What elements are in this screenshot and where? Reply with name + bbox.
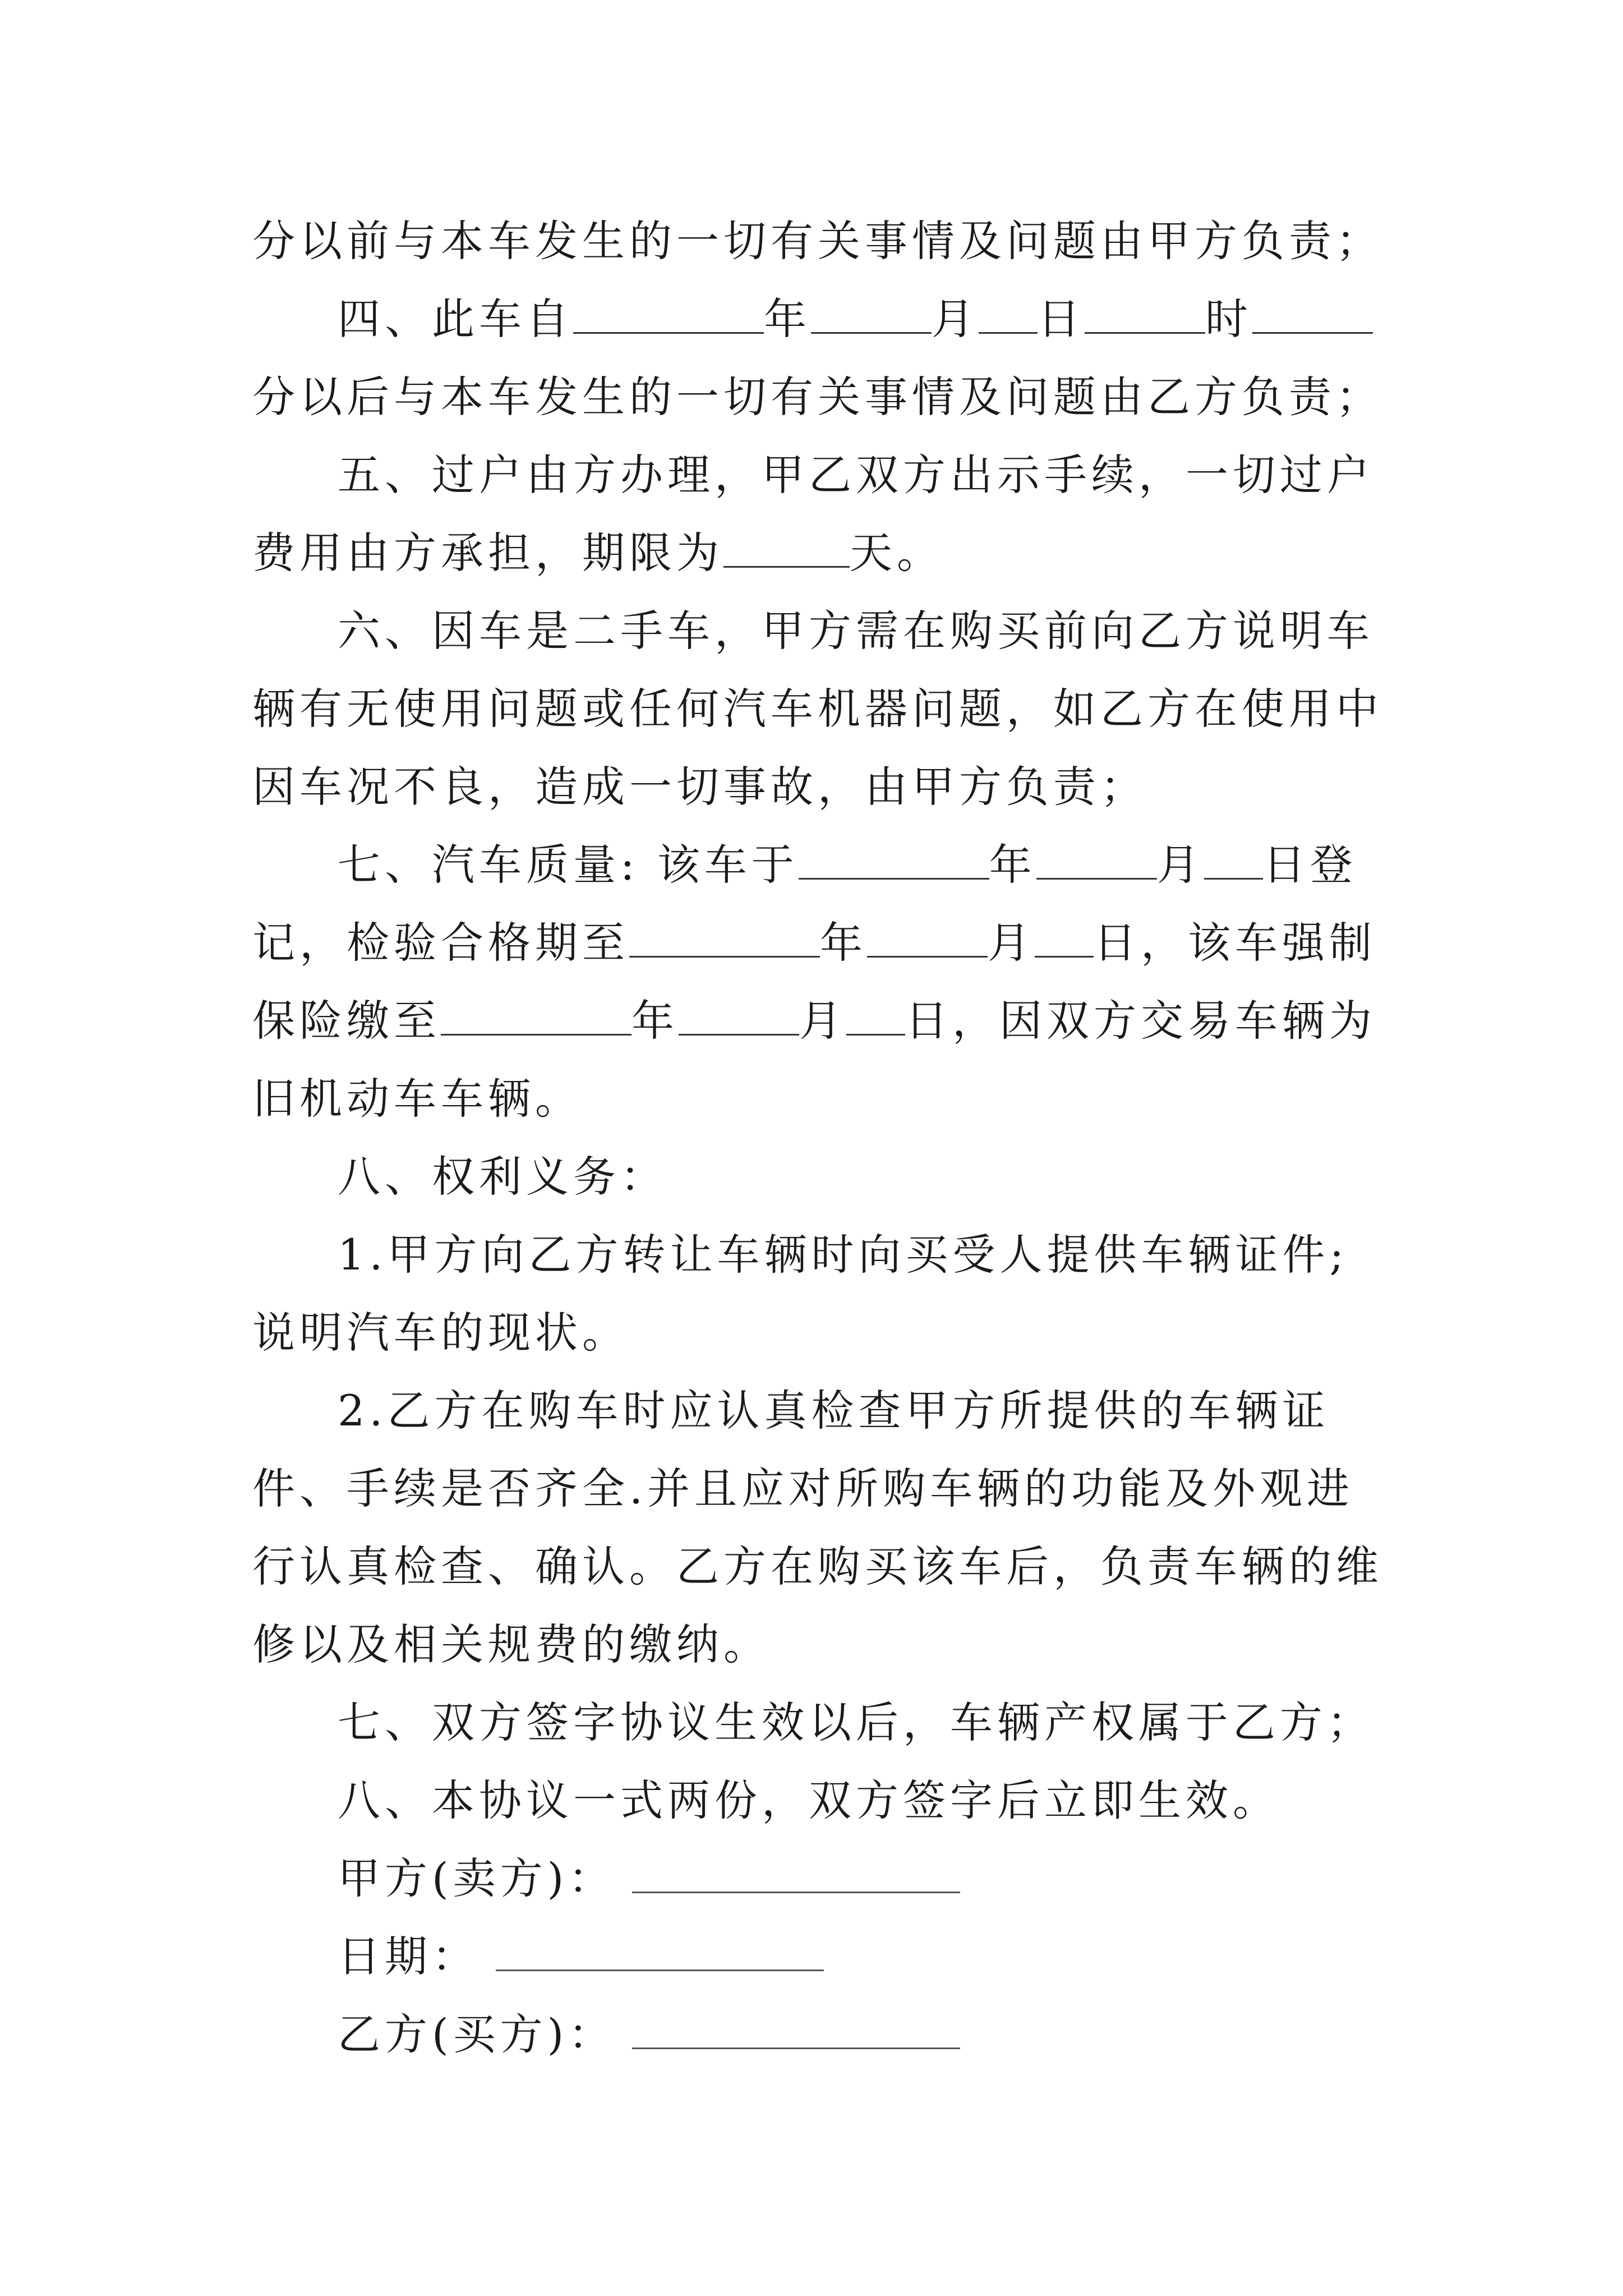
blank-inspection-day[interactable] bbox=[1035, 922, 1094, 958]
text-span: 天。 bbox=[850, 528, 944, 578]
text-span: 时 bbox=[1205, 294, 1252, 344]
text-span: 七、汽车质量: 该车于 bbox=[338, 840, 799, 890]
text-span: 月 bbox=[932, 294, 979, 344]
paragraph-7 bbox=[252, 826, 1393, 1138]
blank-register-month[interactable] bbox=[1036, 844, 1157, 880]
blank-insurance-month[interactable] bbox=[679, 1000, 799, 1036]
blank-inspection-year[interactable] bbox=[629, 922, 820, 958]
text-span: 分以后与本车发生的一切有关事情及问题由乙方负责； bbox=[252, 372, 1383, 422]
clause-8-1: 1.甲方向乙方转让车辆时向买受人提供车辆证件;说明汽车的现状。 bbox=[252, 1230, 1349, 1358]
paragraph-4 bbox=[252, 280, 1393, 436]
signature-party-a bbox=[252, 1839, 1393, 1917]
blank-insurance-day[interactable] bbox=[846, 1000, 905, 1036]
text-span: 月 bbox=[799, 996, 846, 1046]
text-span: 五、过户由方办理，甲乙双方出示手续，一切过户费用由方承担，期限为 bbox=[252, 450, 1374, 578]
party-a-signature-line[interactable] bbox=[632, 1855, 960, 1893]
text-span: 日，因双方交易车辆为旧机动车车辆。 bbox=[252, 996, 1376, 1124]
text-span: 年 bbox=[764, 294, 811, 344]
blank-inspection-month[interactable] bbox=[867, 922, 988, 958]
blank-hour[interactable] bbox=[1085, 298, 1205, 334]
blank-day[interactable] bbox=[979, 298, 1038, 334]
blank-register-day[interactable] bbox=[1204, 844, 1263, 880]
blank-month[interactable] bbox=[811, 298, 932, 334]
blank-insurance-year[interactable] bbox=[441, 1000, 631, 1036]
text-span: 日，该车强制保险缴至 bbox=[252, 918, 1376, 1046]
paragraph-copies: 八、本协议一式两份，双方签字后立即生效。 bbox=[338, 1775, 1280, 1825]
text-span: 年 bbox=[989, 840, 1036, 890]
text-span: 月 bbox=[1156, 840, 1204, 890]
clause-8-2: 2.乙方在购车时应认真检查甲方所提供的车辆证件、手续是否齐全.并且应对所购车辆的功能及外观进行认真检查、确认。乙方在购买该车后，负责车辆的维修以及相关规费的缴纳。 bbox=[252, 1386, 1383, 1669]
text-span: 日 bbox=[1038, 294, 1085, 344]
paragraph-6: 六、因车是二手车，甲方需在购买前向乙方说明车辆有无使用问题或任何汽车机器问题，如乙方在使用中因车况不良，造成一切事故，由甲方负责； bbox=[252, 606, 1383, 812]
blank-minute[interactable] bbox=[1252, 298, 1373, 334]
party-b-signature-line[interactable] bbox=[632, 2010, 960, 2049]
signature-date bbox=[252, 1917, 1393, 1995]
paragraph-effect: 七、双方签字协议生效以后，车辆产权属于乙方； bbox=[338, 1697, 1374, 1747]
text-span: 日登记，检验合格期至 bbox=[252, 840, 1357, 968]
paragraph-8-heading: 八、权利义务： bbox=[338, 1152, 667, 1202]
text-span: 年 bbox=[631, 996, 679, 1046]
date-signature-line[interactable] bbox=[496, 1932, 824, 1971]
blank-days[interactable] bbox=[723, 532, 850, 568]
paragraph-5 bbox=[252, 436, 1393, 592]
contract-body bbox=[252, 202, 1393, 2073]
party-b-label: 乙方(买方)： bbox=[338, 2009, 616, 2059]
blank-year[interactable] bbox=[573, 298, 764, 334]
date-label: 日期： bbox=[338, 1931, 479, 1981]
text-span: 四、此车自 bbox=[338, 294, 573, 344]
party-a-label: 甲方(卖方)： bbox=[338, 1853, 616, 1903]
blank-register-year[interactable] bbox=[799, 844, 989, 880]
text-span: 年 bbox=[820, 918, 867, 968]
text-span: 月 bbox=[988, 918, 1035, 968]
paragraph-3-tail: 分以前与本车发生的一切有关事情及问题由甲方负责； bbox=[252, 216, 1383, 266]
signature-party-b bbox=[252, 1995, 1393, 2073]
